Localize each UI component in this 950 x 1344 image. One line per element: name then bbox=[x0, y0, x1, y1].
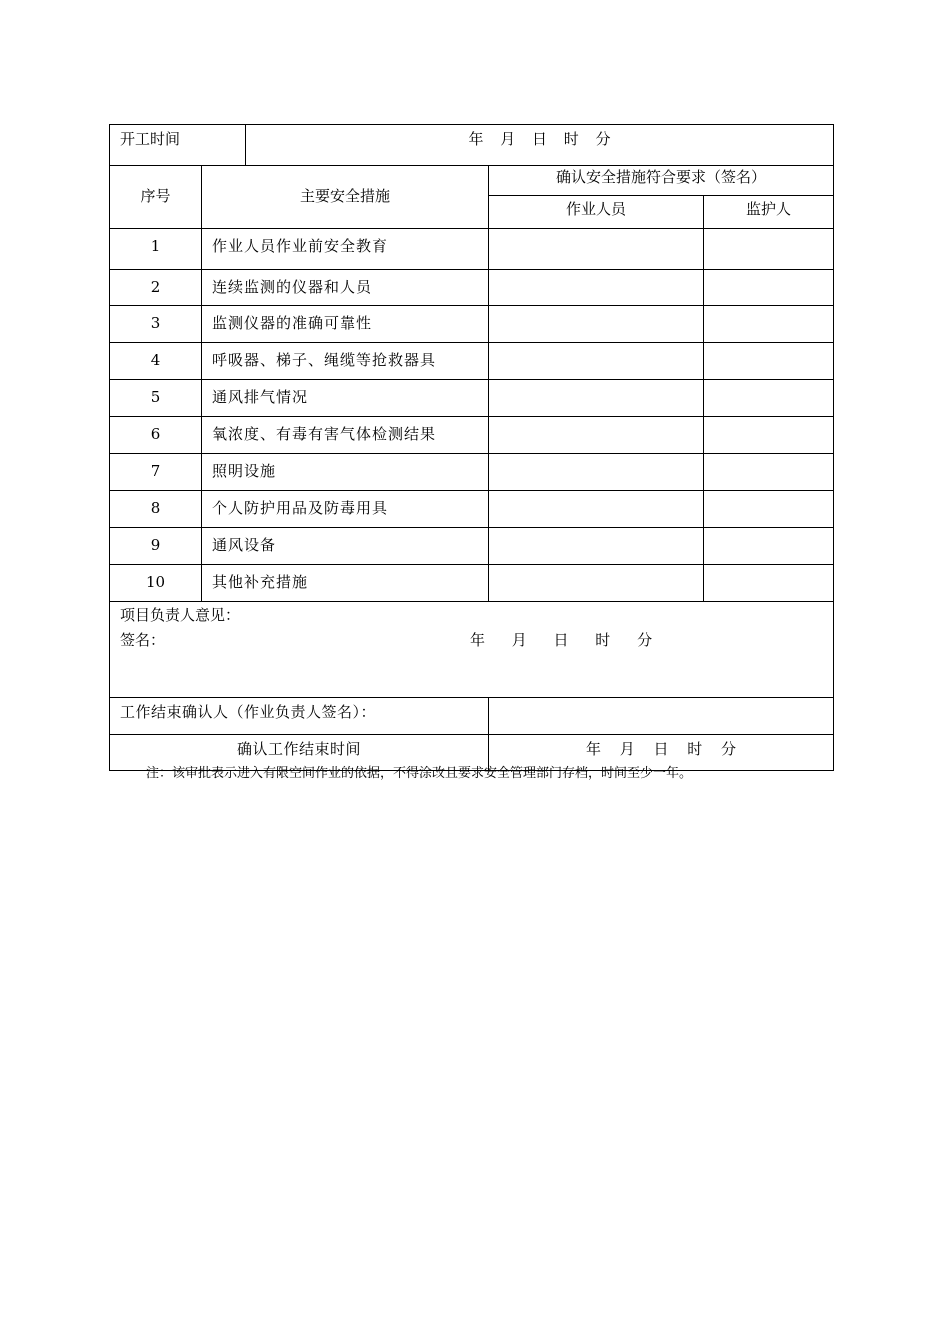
measure-row bbox=[110, 564, 833, 601]
end-time-value[interactable]: 年 月 日 时 分 bbox=[585, 740, 737, 758]
operator-sign-cell[interactable] bbox=[489, 380, 704, 416]
row-text: 其他补充措施 bbox=[202, 565, 489, 601]
row-text: 连续监测的仪器和人员 bbox=[202, 270, 489, 305]
row-text: 氧浓度、有毒有害气体检测结果 bbox=[202, 417, 489, 453]
operator-sign-cell[interactable] bbox=[489, 417, 704, 453]
row-no: 1 bbox=[110, 229, 202, 269]
guardian-sign-cell[interactable] bbox=[704, 343, 833, 379]
operator-sign-cell[interactable] bbox=[489, 454, 704, 490]
end-confirmer-label: 工作结束确认人（作业负责人签名）： bbox=[110, 698, 489, 734]
row-no: 5 bbox=[110, 380, 202, 416]
end-confirmer-row bbox=[110, 697, 833, 734]
start-time-value[interactable]: 年 月 日 时 分 bbox=[468, 130, 611, 148]
header-confirm-group bbox=[489, 166, 833, 228]
measure-row bbox=[110, 490, 833, 527]
row-text: 呼吸器、梯子、绳缆等抢救器具 bbox=[202, 343, 489, 379]
operator-sign-cell[interactable] bbox=[489, 306, 704, 342]
guardian-sign-cell[interactable] bbox=[704, 380, 833, 416]
end-time-label: 确认工作结束时间 bbox=[110, 735, 489, 770]
guardian-sign-cell[interactable] bbox=[704, 528, 833, 564]
guardian-sign-cell[interactable] bbox=[704, 565, 833, 601]
guardian-sign-cell[interactable] bbox=[704, 491, 833, 527]
row-text: 通风排气情况 bbox=[202, 380, 489, 416]
row-text: 监测仪器的准确可靠性 bbox=[202, 306, 489, 342]
footnote: 注：该审批表示进入有限空间作业的依据，不得涂改且要求安全管理部门存档，时间至少一年。 bbox=[146, 766, 693, 781]
row-no: 9 bbox=[110, 528, 202, 564]
operator-sign-cell[interactable] bbox=[489, 270, 704, 305]
project-opinion-cell[interactable] bbox=[110, 602, 833, 697]
operator-sign-cell[interactable] bbox=[489, 229, 704, 269]
row-no: 6 bbox=[110, 417, 202, 453]
operator-sign-cell[interactable] bbox=[489, 528, 704, 564]
row-text: 作业人员作业前安全教育 bbox=[202, 229, 489, 269]
guardian-sign-cell[interactable] bbox=[704, 229, 833, 269]
project-date: 年 月 日 时 分 bbox=[470, 631, 653, 649]
end-confirmer-sign-cell[interactable] bbox=[489, 698, 833, 734]
operator-sign-cell[interactable] bbox=[489, 491, 704, 527]
project-opinion-label: 项目负责人意见： bbox=[120, 606, 241, 624]
row-no: 4 bbox=[110, 343, 202, 379]
measure-row bbox=[110, 228, 833, 269]
row-no: 8 bbox=[110, 491, 202, 527]
header-confirm: 确认安全措施符合要求（签名） bbox=[489, 166, 833, 196]
row-no: 2 bbox=[110, 270, 202, 305]
start-time-label: 开工时间 bbox=[110, 125, 246, 165]
measure-row bbox=[110, 527, 833, 564]
form-table bbox=[109, 124, 834, 771]
header-guardian: 监护人 bbox=[745, 200, 791, 218]
project-opinion-row bbox=[110, 601, 833, 697]
guardian-sign-cell[interactable] bbox=[704, 454, 833, 490]
row-no: 3 bbox=[110, 306, 202, 342]
measure-row bbox=[110, 379, 833, 416]
header-row bbox=[110, 165, 833, 228]
guardian-sign-cell[interactable] bbox=[704, 270, 833, 305]
measure-row bbox=[110, 342, 833, 379]
operator-sign-cell[interactable] bbox=[489, 343, 704, 379]
row-no: 7 bbox=[110, 454, 202, 490]
row-text: 通风设备 bbox=[202, 528, 489, 564]
measure-row bbox=[110, 416, 833, 453]
row-text: 照明设施 bbox=[202, 454, 489, 490]
guardian-sign-cell[interactable] bbox=[704, 306, 833, 342]
work-permit-form bbox=[109, 124, 834, 771]
header-measures: 主要安全措施 bbox=[202, 166, 489, 228]
end-time-row bbox=[110, 734, 833, 770]
row-text: 个人防护用品及防毒用具 bbox=[202, 491, 489, 527]
header-operator: 作业人员 bbox=[489, 196, 704, 228]
measure-row bbox=[110, 453, 833, 490]
measure-row bbox=[110, 305, 833, 342]
header-seq: 序号 bbox=[110, 166, 202, 228]
row-no: 10 bbox=[110, 565, 202, 601]
guardian-sign-cell[interactable] bbox=[704, 417, 833, 453]
start-time-row bbox=[110, 125, 833, 165]
measure-row bbox=[110, 269, 833, 305]
operator-sign-cell[interactable] bbox=[489, 565, 704, 601]
project-sign-label: 签名： bbox=[120, 631, 166, 649]
